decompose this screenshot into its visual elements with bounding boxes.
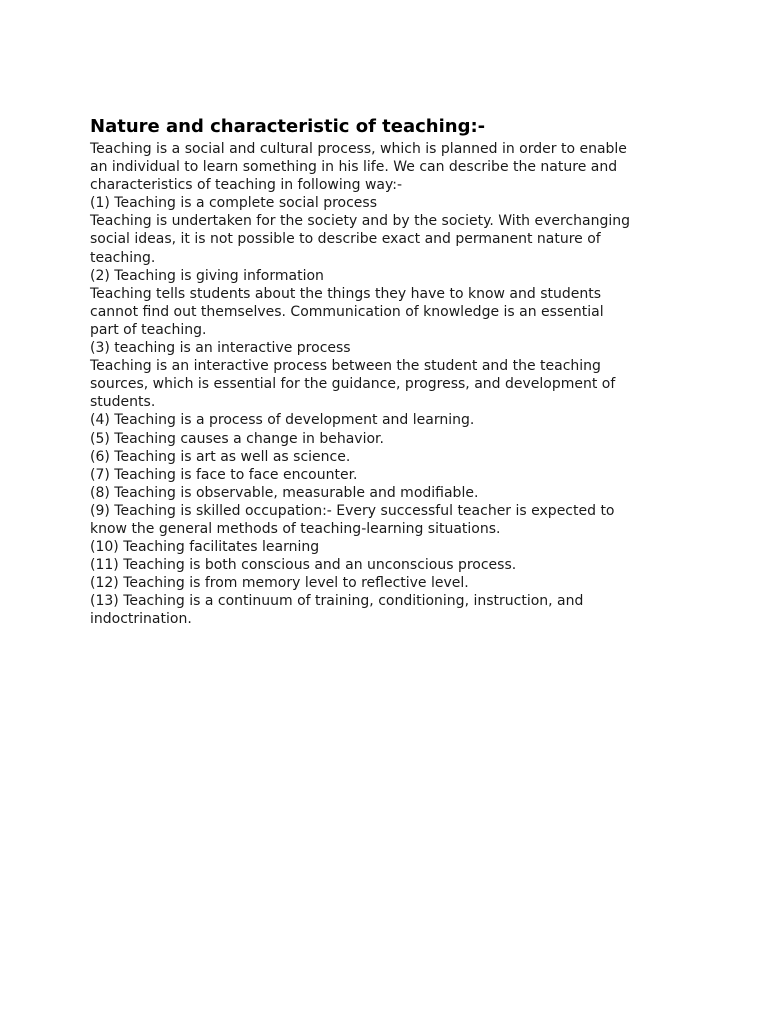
text-line: social ideas, it is not possible to describe exact and permanent nature of [90, 231, 601, 248]
text-line: Teaching is an interactive process between the student and the teaching [90, 358, 601, 375]
text-line: (5) Teaching causes a change in behavior. [90, 430, 384, 447]
document-body [90, 114, 690, 629]
text-line: sources, which is essential for the guidance, progress, and development of [90, 376, 616, 393]
text-line: (2) Teaching is giving information [90, 267, 324, 284]
text-line: (3) teaching is an interactive process [90, 340, 351, 357]
text-line: (11) Teaching is both conscious and an unconscious process. [90, 557, 517, 574]
text-line: (12) Teaching is from memory level to reflective level. [90, 575, 469, 592]
text-line: Teaching is undertaken for the society and by the society. With everchanging [90, 213, 631, 230]
text-line: students. [90, 394, 156, 411]
text-line: (8) Teaching is observable, measurable and modifiable. [90, 484, 479, 501]
text-line: an individual to learn something in his life. We can describe the nature and [90, 159, 618, 176]
text-line: know the general methods of teaching-learning situations. [90, 520, 501, 537]
text-line: Teaching is a social and cultural process, which is planned in order to enable [90, 141, 627, 157]
text-line: characteristics of teaching in following way:- [90, 177, 403, 194]
text-line: (6) Teaching is art as well as science. [90, 448, 351, 465]
text-line: Teaching tells students about the things they have to know and students [90, 285, 602, 302]
text-line: cannot find out themselves. Communication of knowledge is an essential [90, 303, 604, 320]
document-title: Nature and characteristic of teaching:- [90, 116, 486, 137]
text-line: (1) Teaching is a complete social process [90, 195, 377, 212]
text-line: part of teaching. [90, 321, 207, 338]
text-line: teaching. [90, 249, 156, 266]
text-line: (13) Teaching is a continuum of training, conditioning, instruction, and [90, 593, 584, 610]
text-line: (10) Teaching facilitates learning [90, 539, 320, 556]
text-line: (9) Teaching is skilled occupation:- Every successful teacher is expected to [90, 502, 615, 519]
text-line: (4) Teaching is a process of development and learning. [90, 412, 475, 429]
text-line: (7) Teaching is face to face encounter. [90, 466, 358, 483]
text-line: indoctrination. [90, 611, 192, 628]
